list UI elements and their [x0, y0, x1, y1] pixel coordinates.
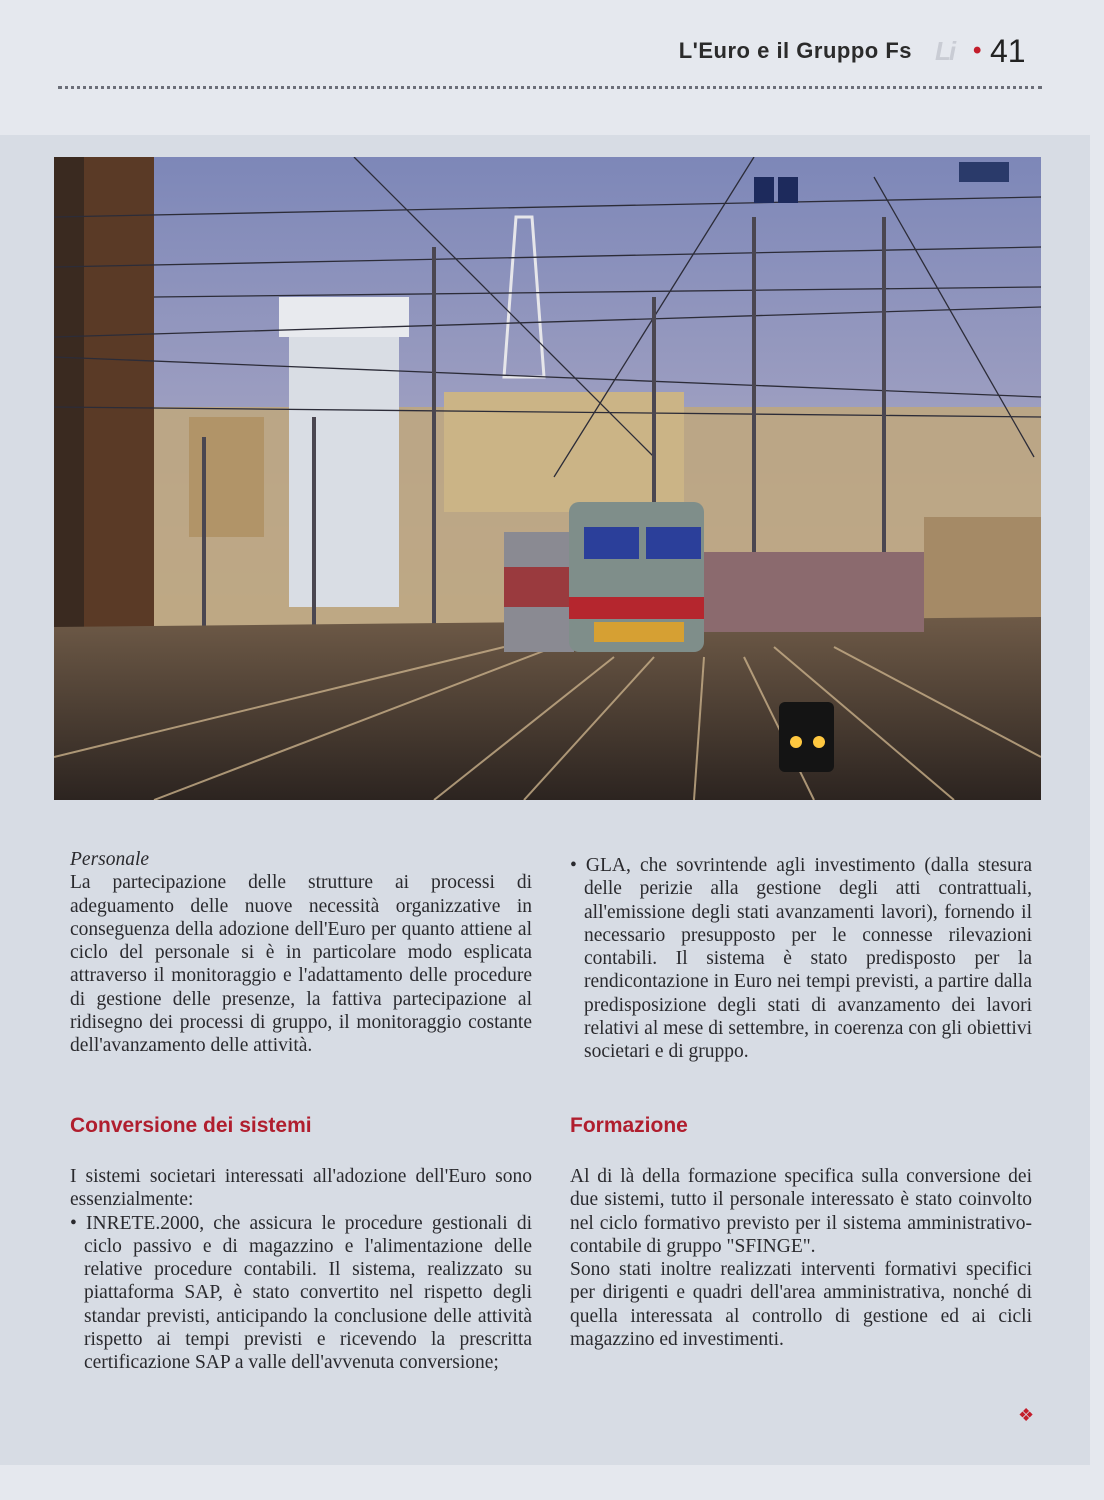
page-header [0, 0, 1104, 100]
page-number: 41 [990, 33, 1026, 69]
bullet-dot-icon: • [973, 37, 982, 64]
right-column [570, 854, 1032, 1064]
personale-paragraph: La partecipazione delle strutture ai processi di adeguamento delle nuove necessità organizzative in conseguenza della adozione dell'Euro per quanto attiene al ciclo del personale si è in particolare modo esplicata attraverso il monitoraggio e l'adattamento delle procedure di gestione delle presenze, la fattiva partecipazione al ridisegno dei processi di gruppo, il monitoraggio costante dell'avanzamento delle attività. [70, 872, 532, 1057]
section-label-personale: Personale [70, 849, 150, 870]
photo-illustration [54, 157, 1041, 800]
heading-conversione-dei-sistemi: Conversione dei sistemi [70, 1114, 312, 1137]
gla-bullet: • GLA, che sovrintende agli investimento (dalla stesura delle perizie alla gestione degli atti contrattuali, all'emissione degli stati avanzamenti lavori), fornendo il necessario presupposto per le connesse rilevazioni contabili. Il sistema è stato predisposto per la rendicontazione in Euro nei tempi previsti, a partire dalla predisposizione degli stati di avanzamento dei lavori relativi al mese di settembre, in coerenza con gli obiettivi societari e di gruppo. [570, 855, 1032, 1063]
heading-formazione: Formazione [570, 1114, 688, 1137]
magazine-logo-icon: Li [935, 36, 955, 66]
inrete-bullet: • INRETE.2000, che assicura le procedure gestionali di ciclo passivo e di magazzino e l'alimentazione delle relative procedure contabili. Il sistema, realizzato su piattaforma SAP, è stato convertito nel rispetto degli standar previsti, anticipando la conclusione delle attività rispetto ai tempi previsti e ricevendo la prescritta certificazione SAP a valle dell'avvenuta conversione; [70, 1212, 532, 1374]
sistemi-intro: I sistemi societari interessati all'adozione dell'Euro sono essenzialmente: [70, 1166, 532, 1211]
end-of-article-icon: ❖ [1018, 1405, 1035, 1425]
left-column-lower [70, 1165, 532, 1375]
running-title: L'Euro e il Gruppo Fs [678, 38, 912, 63]
formazione-paragraph-1: Al di là della formazione specifica sulla conversione dei due sistemi, tutto il personale interessato è stato coinvolto nel ciclo formativo previsto per il sistema amministrativo-contabile di gruppo "SFINGE". [570, 1166, 1032, 1257]
left-column [70, 848, 532, 1058]
formazione-paragraph-2: Sono stati inoltre realizzati interventi formativi specifici per dirigenti e quadri dell'area amministrativa, nonché di quella interessata al controllo di gestione ed ai cicli magazzino ed investimenti. [570, 1259, 1032, 1351]
right-column-lower [570, 1165, 1032, 1351]
dotted-divider [58, 86, 1042, 89]
railway-station-photo [54, 157, 1041, 800]
